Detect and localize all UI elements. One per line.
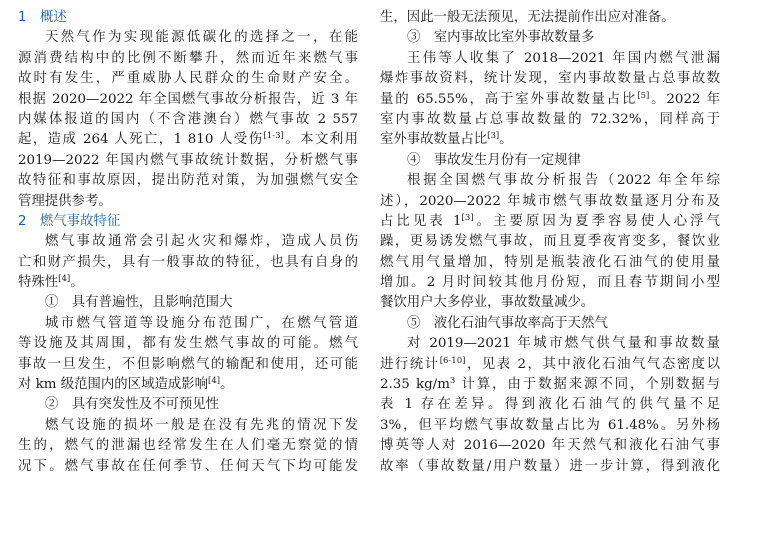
- item-heading-lpg-rate: ⑤ 液化石油气事故率高于天然气: [407, 315, 608, 331]
- text-line: 天然气作为实现能源低碳化的选择之一，在能: [45, 30, 358, 46]
- text-line: 况下。燃气事故在任何季节、任何天气下均可能发: [18, 458, 358, 474]
- text-line: 源消费结构中的比例不断攀升，然而近年来燃气事: [18, 50, 358, 66]
- citation-ref: [1-3]: [263, 131, 284, 142]
- text-line: 故率（事故数量/用户数量）进一步计算，得到液化: [380, 458, 720, 474]
- citation-ref: [3]: [461, 212, 474, 223]
- line-text: ，见表 2，其中液化石油气气态密度以: [465, 356, 720, 372]
- line-text: 。主要原因为夏季容易使人心浮气: [473, 213, 720, 229]
- text-line: 2019—2022 年国内燃气事故统计数据，分析燃气事: [18, 152, 358, 168]
- text-line: 亡和财产损失，具有一般事故的特征，也具有自身的: [18, 254, 358, 270]
- section-heading-overview: 1 概述: [18, 10, 67, 25]
- line-text: 计算，由于数据来源不同，个别数据与: [455, 377, 720, 393]
- citation-ref: 3: [449, 376, 456, 387]
- text-line: [18, 273, 358, 293]
- line-text: 起，造成 264 人死亡，1 810 人受伤: [18, 132, 264, 148]
- text-line: 故特征和事故原因，提出防范对策，为加强燃气安全: [18, 173, 358, 189]
- citation-ref: [6-10]: [439, 355, 466, 366]
- text-line: 燃气事故通常会引起火灾和爆炸，造成人员伤: [45, 234, 358, 250]
- text-line: [380, 375, 720, 395]
- section-heading-characteristics: 2 燃气事故特征: [18, 213, 121, 229]
- paragraph-characteristics-intro: [18, 232, 358, 293]
- paragraph-lpg-rate: [380, 334, 720, 477]
- line-text: 。: [70, 275, 84, 291]
- text-line: 故时有发生，严重威胁人民群众的生命财产安全。: [18, 71, 358, 87]
- paragraph-suddenness-continued: 生，因此一般无法预见，无法提前作出应对准备。: [380, 10, 675, 25]
- text-line: 爆炸事故资料，统计发现，室内事故数量占总事故数: [380, 71, 720, 87]
- text-line: 燃气设施的损坏一般是在没有先兆的情况下发: [45, 417, 358, 433]
- text-line: 等设施及其周围，都有发生燃气事故的可能。燃气: [18, 336, 358, 352]
- text-line: 述），2020—2022 年城市燃气事故数量逐月分布及: [380, 193, 720, 209]
- paragraph-indoor-outdoor: [380, 49, 720, 151]
- line-text: 室外事故数量占比: [380, 132, 488, 148]
- line-text: 。本文利用: [283, 132, 358, 148]
- paragraph-overview: [18, 28, 358, 212]
- text-line: 生的，燃气的泄漏也经常发生在人们毫无察觉的情: [18, 438, 358, 454]
- text-line: 表 1 存在差异。得到液化石油气的供气量不足: [380, 397, 720, 413]
- line-text: 2.35 kg/m: [380, 377, 450, 393]
- text-line: 室内事故数量占总事故数量的 72.32%，同样高于: [380, 111, 720, 127]
- text-line: [380, 212, 720, 232]
- text-line: 管理提供参考。: [18, 193, 112, 209]
- item-heading-monthly-pattern: ④ 事故发生月份有一定规律: [407, 152, 582, 168]
- paragraph-universality: [18, 314, 358, 396]
- item-heading-indoor-outdoor: ③ 室内事故比室外事故数量多: [407, 30, 595, 46]
- line-text: 量的 65.55%，高于室外事故数量占比: [380, 91, 638, 107]
- text-line: 内媒体报道的国内（不含港澳台）燃气事故 2 557: [18, 111, 358, 127]
- line-text: 。: [499, 132, 513, 148]
- citation-ref: [4]: [208, 376, 221, 387]
- line-text: 占比见表 1: [380, 213, 462, 229]
- text-line: 王伟等人收集了 2018—2021 年国内燃气泄漏: [407, 50, 720, 66]
- citation-ref: [4]: [58, 274, 71, 285]
- text-line: 躁，更易诱发燃气事故，而且夏季夜宵变多，餐饮业: [380, 234, 720, 250]
- text-line: 对 2019—2021 年城市燃气供气量和事故数量: [407, 336, 720, 352]
- text-line: 燃气用气量增加，特别是瓶装液化石油气的使用量: [380, 254, 720, 270]
- right-column: [380, 8, 720, 477]
- text-line: 3%，但平均燃气事故数量占比为 61.48%。另外杨: [380, 417, 720, 433]
- item-heading-universality: ① 具有普遍性，且影响范围大: [45, 295, 233, 311]
- text-line: 根据 2020—2022 年全国燃气事故分析报告，近 3 年: [18, 91, 358, 107]
- text-line: [380, 130, 720, 150]
- line-text: 对 km 级范围内的区域造成影响: [18, 377, 209, 393]
- text-line: 博英等人对 2016—2020 年天然气和液化石油气事: [380, 438, 720, 454]
- text-line: 餐饮用户大多停业，事故数量减少。: [380, 295, 595, 311]
- text-line: [18, 375, 358, 395]
- text-line: [380, 90, 720, 110]
- text-line: 城市燃气管道等设施分布范围广，在燃气管道: [45, 315, 358, 331]
- line-text: 特殊性: [18, 275, 59, 291]
- text-line: [18, 130, 358, 150]
- text-line: 增加。2 月时间较其他月份短，而且春节期间小型: [380, 275, 720, 291]
- text-line: 事故一旦发生，不但影响燃气的输配和使用，还可能: [18, 356, 358, 372]
- item-heading-suddenness: ② 具有突发性及不可预见性: [45, 397, 220, 413]
- paragraph-suddenness: [18, 416, 358, 477]
- paragraph-monthly-pattern: [380, 171, 720, 314]
- text-line: 根据全国燃气事故分析报告（2022 年全年综: [407, 173, 720, 189]
- line-text: 。: [220, 377, 234, 393]
- line-text: 。2022 年: [649, 91, 720, 107]
- text-line: [380, 355, 720, 375]
- citation-ref: [5]: [637, 90, 650, 101]
- left-column: [18, 8, 358, 477]
- line-text: 进行统计: [380, 356, 440, 372]
- citation-ref: [3]: [487, 131, 500, 142]
